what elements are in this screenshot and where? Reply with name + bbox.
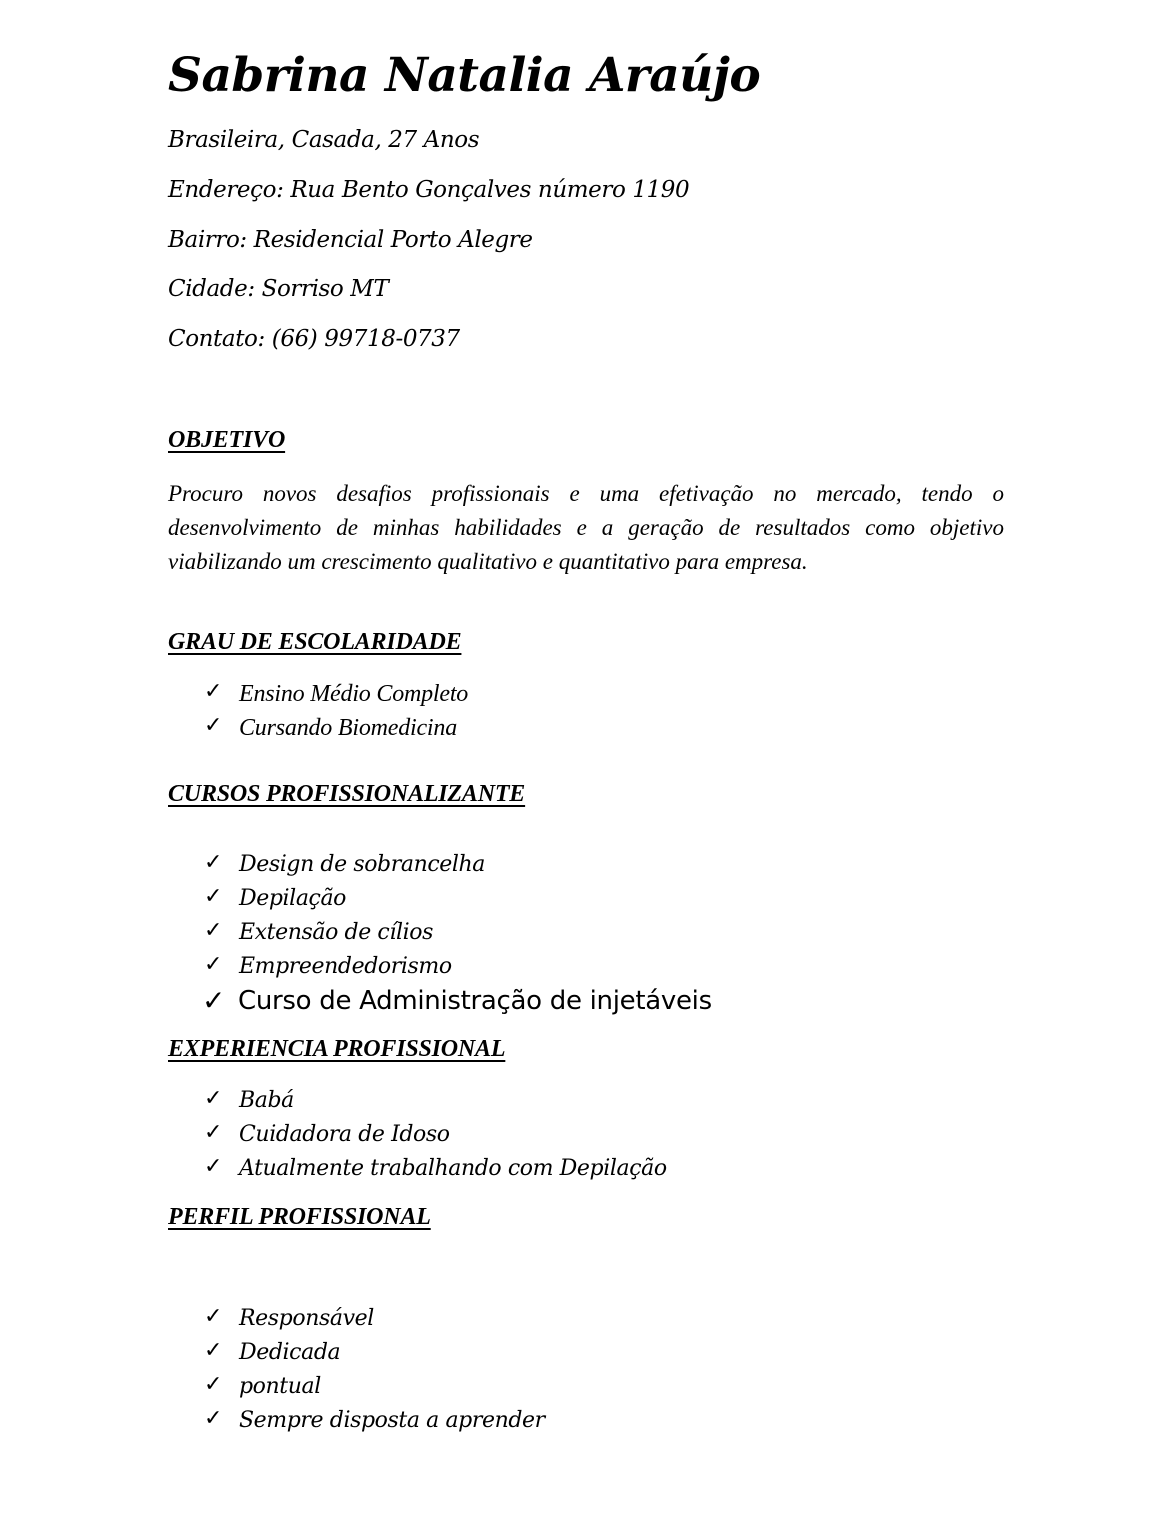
check-mark-icon: ✓ — [204, 918, 223, 943]
personal-info-city: Cidade: Sorriso MT — [168, 276, 389, 302]
check-mark-icon: ✓ — [204, 1154, 223, 1179]
list-item-text: Sempre disposta a aprender — [239, 1408, 545, 1433]
heading-experiencia: EXPERIENCIA PROFISSIONAL — [168, 1036, 506, 1062]
list-item-text: Depilação — [239, 886, 347, 911]
candidate-name: Sabrina Natalia Araújo — [168, 48, 761, 103]
heading-escolaridade: GRAU DE ESCOLARIDADE — [168, 629, 462, 655]
check-mark-icon: ✓ — [204, 679, 223, 704]
list-item-text: Curso de Administração de injetáveis — [238, 986, 712, 1016]
list-item-text: Ensino Médio Completo — [239, 681, 469, 707]
personal-info-address: Endereço: Rua Bento Gonçalves número 1190 — [168, 177, 690, 203]
list-item-text: Empreendedorismo — [239, 954, 452, 979]
check-mark-icon: ✓ — [204, 1406, 223, 1431]
personal-info-neighborhood: Bairro: Residencial Porto Alegre — [168, 227, 533, 253]
list-item-text: pontual — [239, 1374, 321, 1399]
list-item-text: Responsável — [239, 1306, 374, 1331]
heading-cursos: CURSOS PROFISSIONALIZANTE — [168, 781, 526, 807]
check-mark-icon: ✓ — [204, 1120, 223, 1145]
check-mark-icon: ✓ — [204, 1086, 223, 1111]
list-item-text: Cursando Biomedicina — [239, 715, 457, 741]
personal-info-contact: Contato: (66) 99718-0737 — [168, 326, 460, 352]
heading-objetivo: OBJETIVO — [168, 427, 286, 453]
check-mark-icon: ✓ — [204, 850, 223, 875]
list-item-text: Dedicada — [239, 1340, 341, 1365]
check-mark-icon: ✓ — [204, 713, 223, 738]
check-mark-icon: ✓ — [204, 1372, 223, 1397]
list-item-text: Design de sobrancelha — [239, 852, 486, 877]
check-mark-icon: ✓ — [204, 1304, 223, 1329]
check-mark-icon: ✓ — [204, 884, 223, 909]
list-item-text: Babá — [239, 1088, 294, 1113]
list-item-text: Extensão de cílios — [239, 920, 434, 945]
objective-text: Procuro novos desafios profissionais e uma efetivação no mercado, tendo o desenvolvimento de minhas habilidades e a geração de resultados como objetivo viabilizando um crescimento qualitativo e quantitativo para empresa. — [168, 481, 1004, 574]
check-mark-icon: ✓ — [202, 984, 226, 1017]
list-item-text: Cuidadora de Idoso — [239, 1122, 450, 1147]
check-mark-icon: ✓ — [204, 1338, 223, 1363]
heading-perfil: PERFIL PROFISSIONAL — [168, 1204, 431, 1230]
list-item-text: Atualmente trabalhando com Depilação — [239, 1156, 667, 1181]
personal-info-nationality: Brasileira, Casada, 27 Anos — [168, 127, 480, 153]
check-mark-icon: ✓ — [204, 952, 223, 977]
